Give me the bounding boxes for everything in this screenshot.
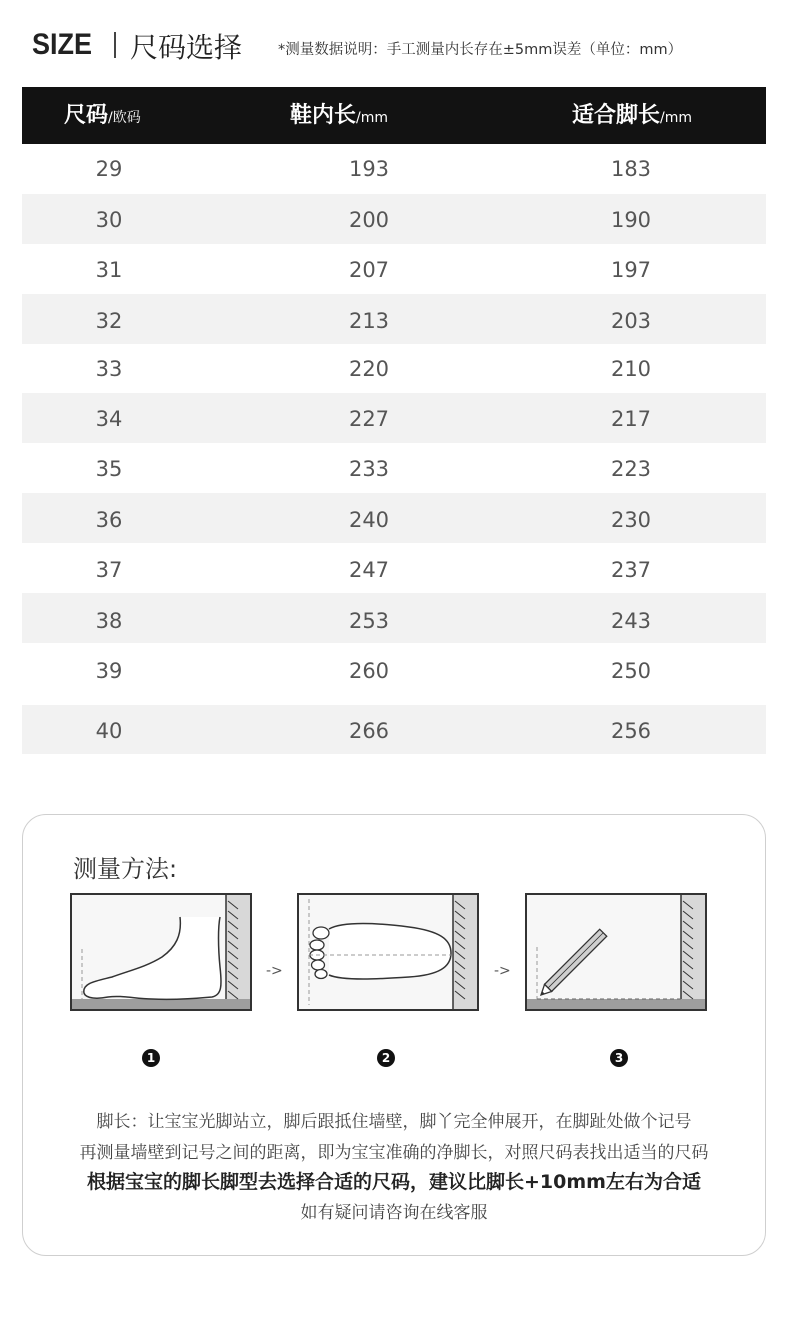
- cell-size: 35: [95, 457, 123, 481]
- cell-inner-length: 220: [348, 357, 390, 381]
- column-header-size-unit: /欧码: [108, 110, 141, 126]
- table-row: [22, 543, 766, 593]
- column-header-foot-length: [572, 87, 692, 144]
- arrow-icon: ->: [494, 963, 511, 979]
- table-row: [22, 194, 766, 244]
- cell-inner-length: 247: [348, 558, 390, 582]
- table-row: [22, 593, 766, 643]
- cell-foot-length: 237: [610, 558, 652, 582]
- cell-foot-length: 203: [610, 309, 652, 333]
- cell-size: 30: [95, 208, 123, 232]
- step-number-1: 1: [142, 1049, 160, 1067]
- arrow-icon: ->: [266, 963, 283, 979]
- table-row: [22, 294, 766, 344]
- cell-size: 34: [95, 407, 123, 431]
- cell-size: 39: [95, 659, 123, 683]
- cell-inner-length: 266: [348, 719, 390, 743]
- column-header-inner-length-unit: /mm: [356, 110, 389, 126]
- measurement-guide: [22, 814, 766, 1256]
- table-row: [22, 344, 766, 393]
- table-header: [22, 87, 766, 144]
- table-row: [22, 705, 766, 754]
- table-row: [22, 244, 766, 294]
- step-number-2: 2: [377, 1049, 395, 1067]
- instruction-line-1: 脚长：让宝宝光脚站立，脚后跟抵住墙壁，脚丫完全伸展开，在脚趾处做个记号: [96, 1112, 692, 1132]
- column-header-inner-length-label: 鞋内长: [290, 103, 357, 128]
- instruction-line-3: 根据宝宝的脚长脚型去选择合适的尺码，建议比脚长+10mm左右为合适: [87, 1171, 701, 1193]
- header-divider: [114, 32, 116, 58]
- cell-inner-length: 260: [348, 659, 390, 683]
- column-header-size: [64, 87, 141, 144]
- cell-size: 31: [95, 258, 123, 282]
- cell-inner-length: 233: [348, 457, 390, 481]
- step-2-illustration: [297, 893, 479, 1011]
- cell-size: 32: [95, 309, 123, 333]
- foot-side-view-icon: [72, 895, 250, 1009]
- column-header-inner-length: [290, 87, 388, 144]
- cell-foot-length: 256: [610, 719, 652, 743]
- instruction-line-4: 如有疑问请咨询在线客服: [300, 1203, 488, 1223]
- cell-size: 40: [95, 719, 123, 743]
- column-header-foot-length-label: 适合脚长: [572, 103, 661, 128]
- cell-inner-length: 240: [348, 508, 390, 532]
- page-title: 尺码选择: [130, 31, 243, 64]
- cell-size: 38: [95, 609, 123, 633]
- table-row: [22, 493, 766, 543]
- table-row: [22, 144, 766, 194]
- cell-inner-length: 193: [348, 157, 390, 181]
- cell-foot-length: 197: [610, 258, 652, 282]
- size-label: SIZE: [32, 28, 93, 61]
- column-header-size-label: 尺码: [64, 103, 109, 128]
- foot-top-view-icon: [299, 895, 477, 1009]
- cell-size: 29: [95, 157, 123, 181]
- measurement-title: 测量方法:: [73, 855, 178, 883]
- cell-size: 37: [95, 558, 123, 582]
- cell-foot-length: 183: [610, 157, 652, 181]
- cell-foot-length: 223: [610, 457, 652, 481]
- page-header: [32, 22, 772, 70]
- cell-foot-length: 210: [610, 357, 652, 381]
- cell-foot-length: 243: [610, 609, 652, 633]
- cell-inner-length: 200: [348, 208, 390, 232]
- column-header-foot-length-unit: /mm: [660, 110, 693, 126]
- cell-foot-length: 230: [610, 508, 652, 532]
- cell-size: 36: [95, 508, 123, 532]
- step-3-illustration: [525, 893, 707, 1011]
- cell-inner-length: 207: [348, 258, 390, 282]
- cell-inner-length: 227: [348, 407, 390, 431]
- cell-foot-length: 250: [610, 659, 652, 683]
- instruction-line-2: 再测量墙壁到记号之间的距离，即为宝宝准确的净脚长，对照尺码表找出适当的尺码: [79, 1143, 709, 1163]
- cell-inner-length: 213: [348, 309, 390, 333]
- cell-size: 33: [95, 357, 123, 381]
- pencil-mark-icon: [527, 895, 705, 1009]
- cell-foot-length: 190: [610, 208, 652, 232]
- step-number-3: 3: [610, 1049, 628, 1067]
- cell-foot-length: 217: [610, 407, 652, 431]
- step-1-illustration: [70, 893, 252, 1011]
- table-row: [22, 643, 766, 703]
- table-row: [22, 393, 766, 443]
- size-table: [22, 87, 766, 743]
- table-row: [22, 443, 766, 493]
- cell-inner-length: 253: [348, 609, 390, 633]
- measurement-note: *测量数据说明：手工测量内长存在±5mm误差（单位：mm）: [278, 42, 683, 58]
